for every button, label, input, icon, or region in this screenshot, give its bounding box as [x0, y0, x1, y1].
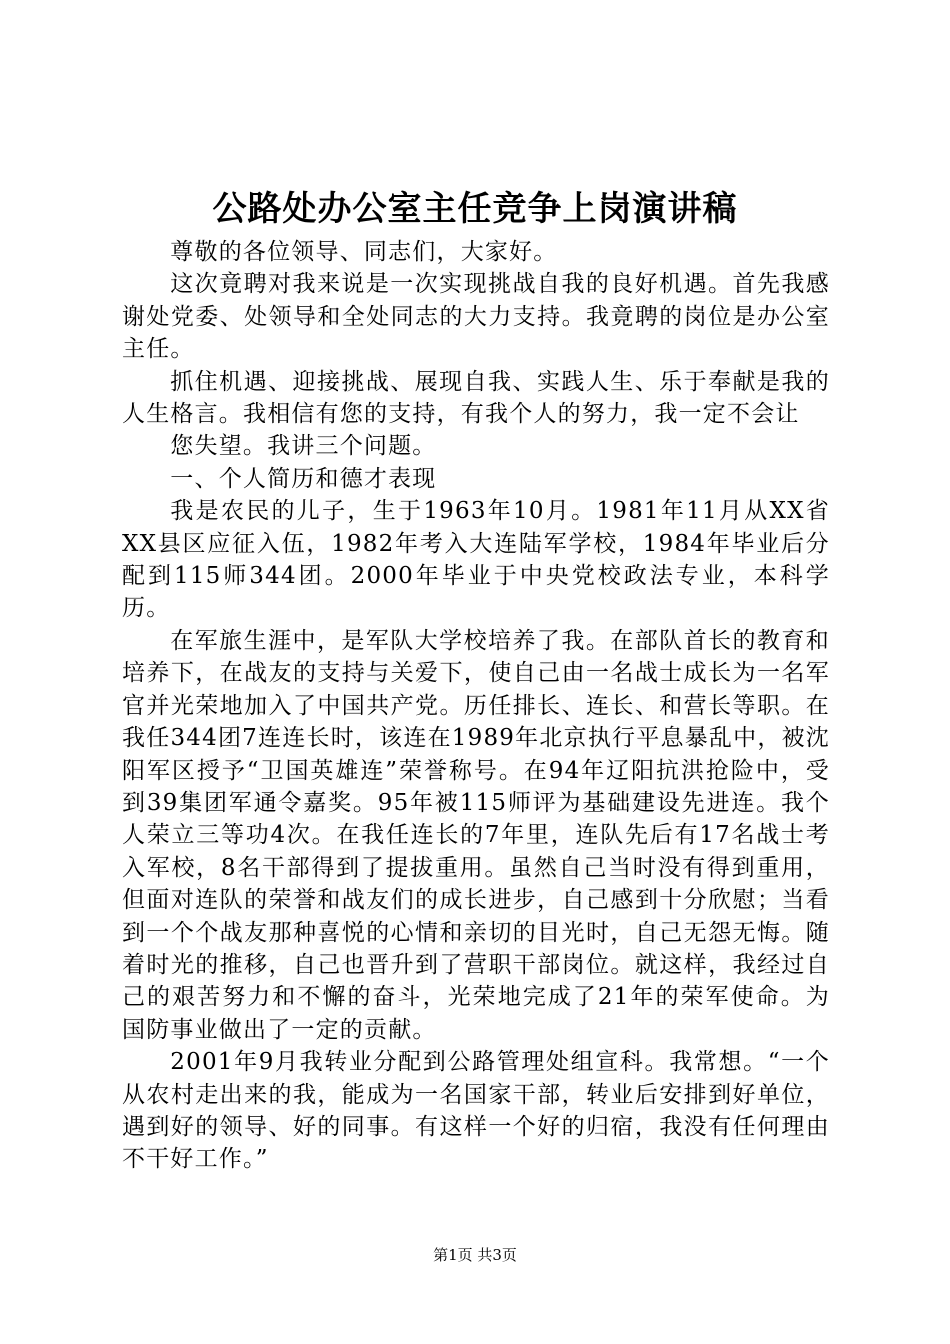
section-heading-1: 一、个人简历和德才表现	[170, 465, 437, 492]
paragraph-transfer: 2001年9月我转业分配到公路管理处组宣科。我常想。“一个从农村走出来的我，能成为一名国家干部，转业后安排到好单位，遇到好的领导、好的同事。有这样一个好的归宿，我没有任何理由不干好工作。”	[122, 1049, 830, 1173]
paragraph-motto: 抓住机遇、迎接挑战、展现自我、实践人生、乐于奉献是我的人生格言。我相信有您的支持，有我个人的努力，我一定不会让	[122, 368, 830, 428]
paragraph-three-issues: 您失望。我讲三个问题。	[170, 433, 437, 460]
paragraph-resume: 我是农民的儿子，生于1963年10月。1981年11月从XX省XX县区应征入伍，1982年考入大连陆军学校，1984年毕业后分配到115师344团。2000年毕业于中央党校政法专业，本科学历。	[122, 498, 830, 622]
page-footer: 第1页 共3页	[433, 1246, 517, 1264]
document-title: 公路处办公室主任竞争上岗演讲稿	[212, 189, 738, 229]
paragraph-opportunity: 这次竟聘对我来说是一次实现挑战自我的良好机遇。首先我感谢处党委、处领导和全处同志的大力支持。我竟聘的岗位是办公室主任。	[122, 271, 830, 363]
paragraph-greeting: 尊敬的各位领导、同志们，大家好。	[170, 239, 558, 265]
paragraph-military-career: 在军旅生涯中，是军队大学校培养了我。在部队首长的教育和培养下，在战友的支持与关爱下，使自己由一名战士成长为一名军官并光荣地加入了中国共产党。历任排长、连长、和营长等职。在我任344团7连连长时，该连在1989年北京执行平息暴乱中，被沈阳军区授予“卫国英雄连”荣誉称号。在94年辽阳抗洪抢险中，受到39集团军通令嘉奖。95年被115师评为基础建设先进连。我个人荣立三等功4次。在我任连长的7年里，连队先后有17名战士考入军校，8名干部得到了提拔重用。虽然自己当时没有得到重用，但面对连队的荣誉和战友们的成长进步，自己感到十分欣慰；当看到一个个战友那种喜悦的心情和亲切的目光时，自己无怨无悔。随着时光的推移，自己也晋升到了营职干部岗位。就这样，我经过自己的艰苦努力和不懈的奋斗，光荣地完成了21年的荣军使命。为国防事业做出了一定的贡献。	[122, 627, 830, 1043]
document-body	[122, 236, 830, 1176]
